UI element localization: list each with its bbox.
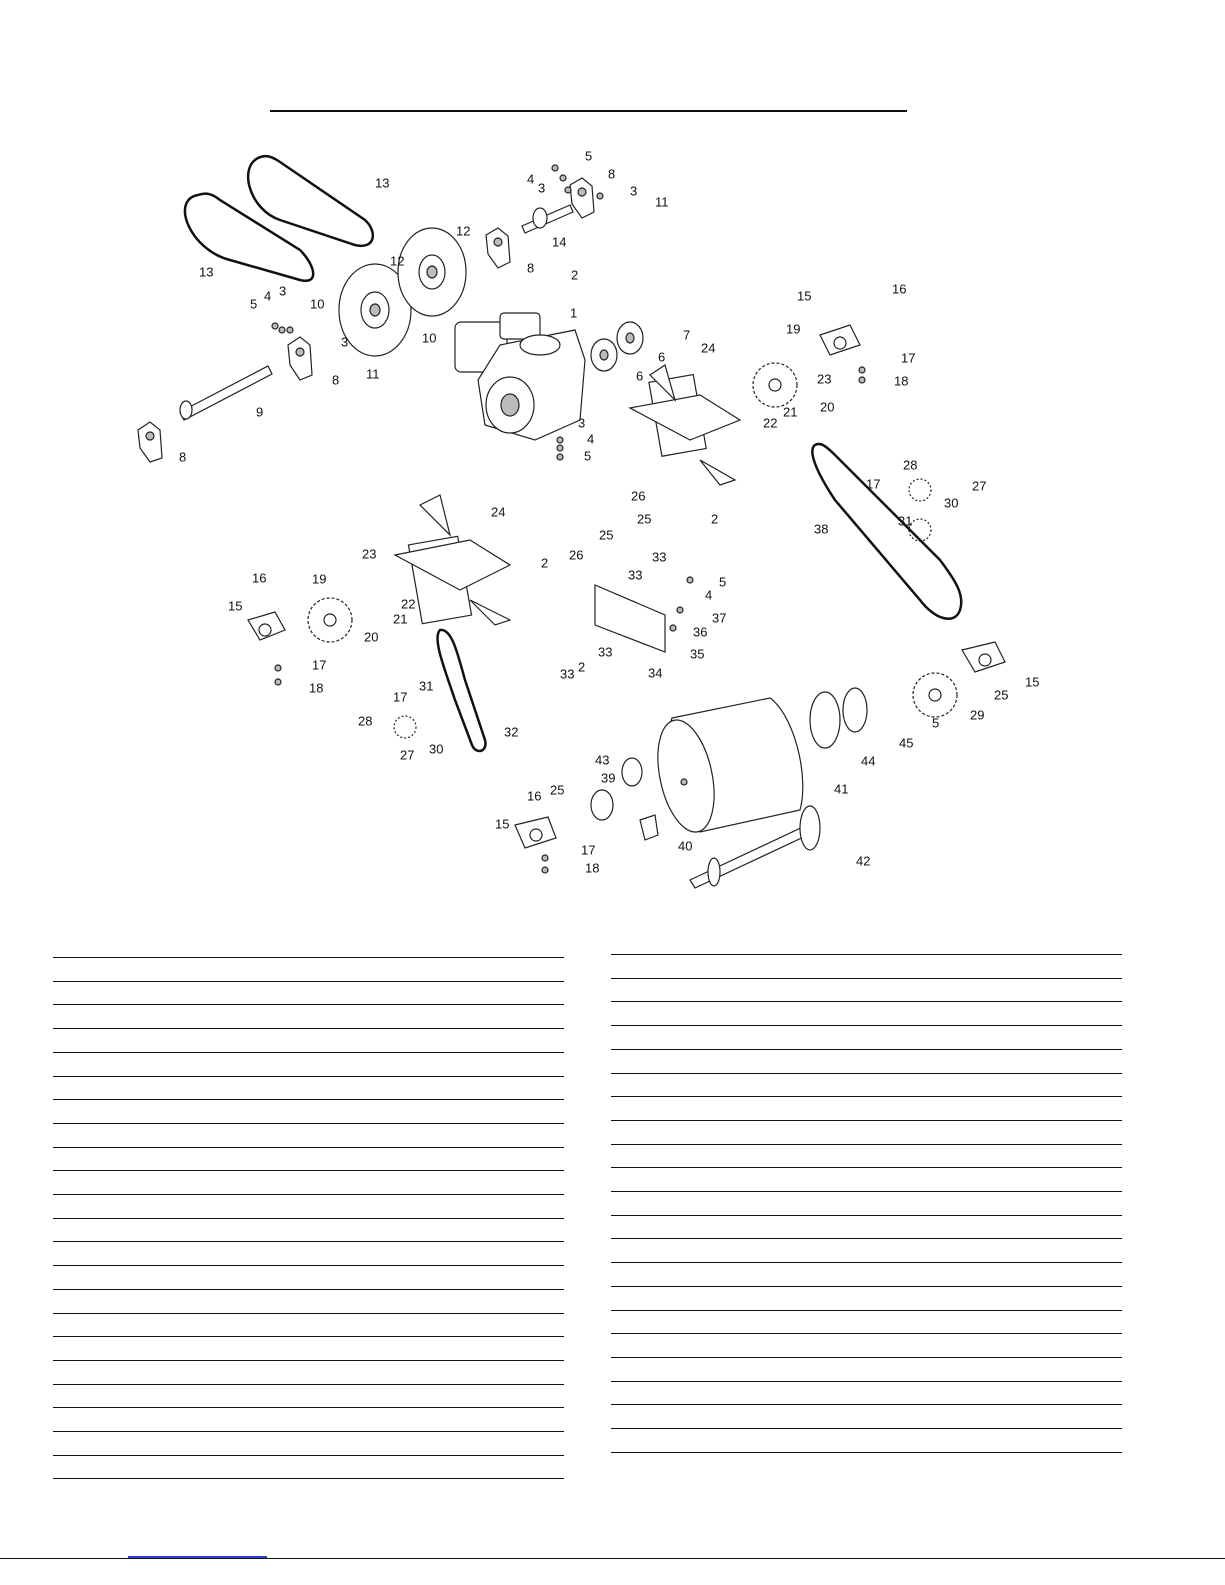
callout-24: 24: [491, 504, 506, 520]
callout-3: 3: [538, 180, 546, 196]
callout-3: 3: [341, 334, 349, 350]
table-row-rule: [611, 1428, 1122, 1429]
callout-25: 25: [637, 511, 652, 527]
callout-34: 34: [648, 665, 663, 681]
callout-12: 12: [456, 223, 471, 239]
callout-18: 18: [894, 373, 909, 389]
callout-40: 40: [678, 838, 693, 854]
callout-5: 5: [584, 448, 592, 464]
callout-33: 33: [628, 567, 643, 583]
callout-17: 17: [866, 476, 881, 492]
callout-16: 16: [892, 281, 907, 297]
callout-26: 26: [631, 488, 646, 504]
table-row-rule: [53, 1360, 564, 1361]
callout-25: 25: [994, 687, 1009, 703]
callout-16: 16: [252, 570, 267, 586]
table-row-rule: [53, 1384, 564, 1385]
callout-18: 18: [585, 860, 600, 876]
sprocket-drawing: [308, 363, 957, 738]
engine-drawing: [455, 313, 585, 440]
callout-20: 20: [820, 399, 835, 415]
callout-8: 8: [179, 449, 187, 465]
footer-rule: [0, 1558, 1225, 1559]
callout-15: 15: [1025, 674, 1040, 690]
callout-15: 15: [495, 816, 510, 832]
callout-10: 10: [422, 330, 437, 346]
table-row-rule: [611, 1215, 1122, 1216]
callout-36: 36: [693, 624, 708, 640]
callout-19: 19: [312, 571, 327, 587]
callout-17: 17: [312, 657, 327, 673]
callout-16: 16: [527, 788, 542, 804]
table-row-rule: [53, 1028, 564, 1029]
callout-39: 39: [601, 770, 616, 786]
callout-3: 3: [578, 415, 586, 431]
drum-drawing: [649, 698, 803, 837]
callout-11: 11: [655, 194, 669, 210]
callout-15: 15: [228, 598, 243, 614]
drive-pulley-drawing: [591, 322, 643, 371]
table-row-rule: [53, 1052, 564, 1053]
table-row-rule: [53, 1407, 564, 1408]
callout-26: 26: [569, 547, 584, 563]
chain-drawing: [438, 444, 962, 751]
callout-23: 23: [362, 546, 377, 562]
footer-link-underline[interactable]: [128, 1556, 267, 1558]
callout-22: 22: [763, 415, 778, 431]
callout-3: 3: [279, 283, 287, 299]
table-row-rule: [611, 1286, 1122, 1287]
callout-11: 11: [366, 366, 380, 382]
mounting-plate-drawing: [595, 585, 665, 652]
callout-5: 5: [585, 148, 593, 164]
callout-27: 27: [400, 747, 415, 763]
callout-14: 14: [552, 234, 567, 250]
callout-31: 31: [419, 678, 434, 694]
table-row-rule: [53, 1336, 564, 1337]
callout-7: 7: [683, 327, 691, 343]
callout-4: 4: [264, 288, 272, 304]
callout-2: 2: [578, 659, 586, 675]
callout-18: 18: [309, 680, 324, 696]
callout-2: 2: [541, 555, 549, 571]
table-row-rule: [611, 1144, 1122, 1145]
table-row-rule: [611, 1452, 1122, 1453]
table-row-rule: [611, 1001, 1122, 1002]
table-row-rule: [53, 1265, 564, 1266]
table-row-rule: [611, 1167, 1122, 1168]
callout-17: 17: [901, 350, 916, 366]
table-row-rule: [611, 1025, 1122, 1026]
callout-4: 4: [587, 431, 595, 447]
table-row-rule: [611, 1404, 1122, 1405]
callout-6: 6: [636, 368, 644, 384]
table-row-rule: [53, 1170, 564, 1171]
table-row-rule: [53, 1218, 564, 1219]
callout-12: 12: [390, 253, 405, 269]
table-row-rule: [53, 1241, 564, 1242]
callout-15: 15: [797, 288, 812, 304]
table-row-rule: [53, 1004, 564, 1005]
table-row-rule: [53, 1194, 564, 1195]
callout-2: 2: [711, 511, 719, 527]
table-row-rule: [53, 1431, 564, 1432]
callout-8: 8: [527, 260, 535, 276]
callout-17: 17: [393, 689, 408, 705]
callout-4: 4: [705, 587, 713, 603]
table-row-rule: [611, 1096, 1122, 1097]
callout-1: 1: [570, 305, 578, 321]
table-row-rule: [53, 981, 564, 982]
callout-32: 32: [504, 724, 519, 740]
callout-8: 8: [608, 166, 616, 182]
callout-37: 37: [712, 610, 727, 626]
callout-21: 21: [393, 611, 408, 627]
v-belt-drawing: [185, 156, 373, 281]
table-row-rule: [53, 1478, 564, 1479]
callout-10: 10: [310, 296, 325, 312]
table-row-rule: [53, 1455, 564, 1456]
callout-44: 44: [861, 753, 876, 769]
callout-22: 22: [401, 596, 416, 612]
callout-30: 30: [944, 495, 959, 511]
table-row-rule: [53, 1076, 564, 1077]
callout-45: 45: [899, 735, 914, 751]
callout-8: 8: [332, 372, 340, 388]
table-row-rule: [611, 1238, 1122, 1239]
table-row-rule: [611, 978, 1122, 979]
callout-13: 13: [199, 264, 214, 280]
table-row-rule: [611, 1262, 1122, 1263]
callout-30: 30: [429, 741, 444, 757]
callout-4: 4: [527, 171, 535, 187]
callout-38: 38: [814, 521, 829, 537]
callout-25: 25: [599, 527, 614, 543]
table-row-rule: [611, 1357, 1122, 1358]
callout-41: 41: [834, 781, 849, 797]
callout-20: 20: [364, 629, 379, 645]
callout-33: 33: [598, 644, 613, 660]
table-row-rule: [611, 954, 1122, 955]
callout-9: 9: [256, 404, 264, 420]
table-row-rule: [611, 1310, 1122, 1311]
pulley-drawing: [339, 228, 466, 356]
table-row-rule: [53, 1313, 564, 1314]
callout-43: 43: [595, 752, 610, 768]
callout-33: 33: [652, 549, 667, 565]
callout-23: 23: [817, 371, 832, 387]
callout-33: 33: [560, 666, 575, 682]
callout-5: 5: [250, 296, 258, 312]
table-row-rule: [53, 1147, 564, 1148]
callout-29: 29: [970, 707, 985, 723]
table-row-rule: [611, 1049, 1122, 1050]
callout-31: 31: [898, 513, 913, 529]
callout-19: 19: [786, 321, 801, 337]
callout-28: 28: [358, 713, 373, 729]
table-row-rule: [611, 1381, 1122, 1382]
callout-13: 13: [375, 175, 390, 191]
table-row-rule: [53, 1099, 564, 1100]
callout-6: 6: [658, 349, 666, 365]
callout-35: 35: [690, 646, 705, 662]
callout-2: 2: [571, 267, 579, 283]
callout-25: 25: [550, 782, 565, 798]
callout-27: 27: [972, 478, 987, 494]
table-row-rule: [611, 1120, 1122, 1121]
callout-42: 42: [856, 853, 871, 869]
table-row-rule: [611, 1191, 1122, 1192]
callout-17: 17: [581, 842, 596, 858]
callout-28: 28: [903, 457, 918, 473]
callout-24: 24: [701, 340, 716, 356]
table-row-rule: [53, 1123, 564, 1124]
callout-5: 5: [932, 715, 940, 731]
table-row-rule: [53, 1289, 564, 1290]
table-row-rule: [611, 1073, 1122, 1074]
table-row-rule: [611, 1333, 1122, 1334]
callout-3: 3: [630, 183, 638, 199]
table-row-rule: [53, 957, 564, 958]
callout-21: 21: [783, 404, 798, 420]
callout-5: 5: [719, 574, 727, 590]
